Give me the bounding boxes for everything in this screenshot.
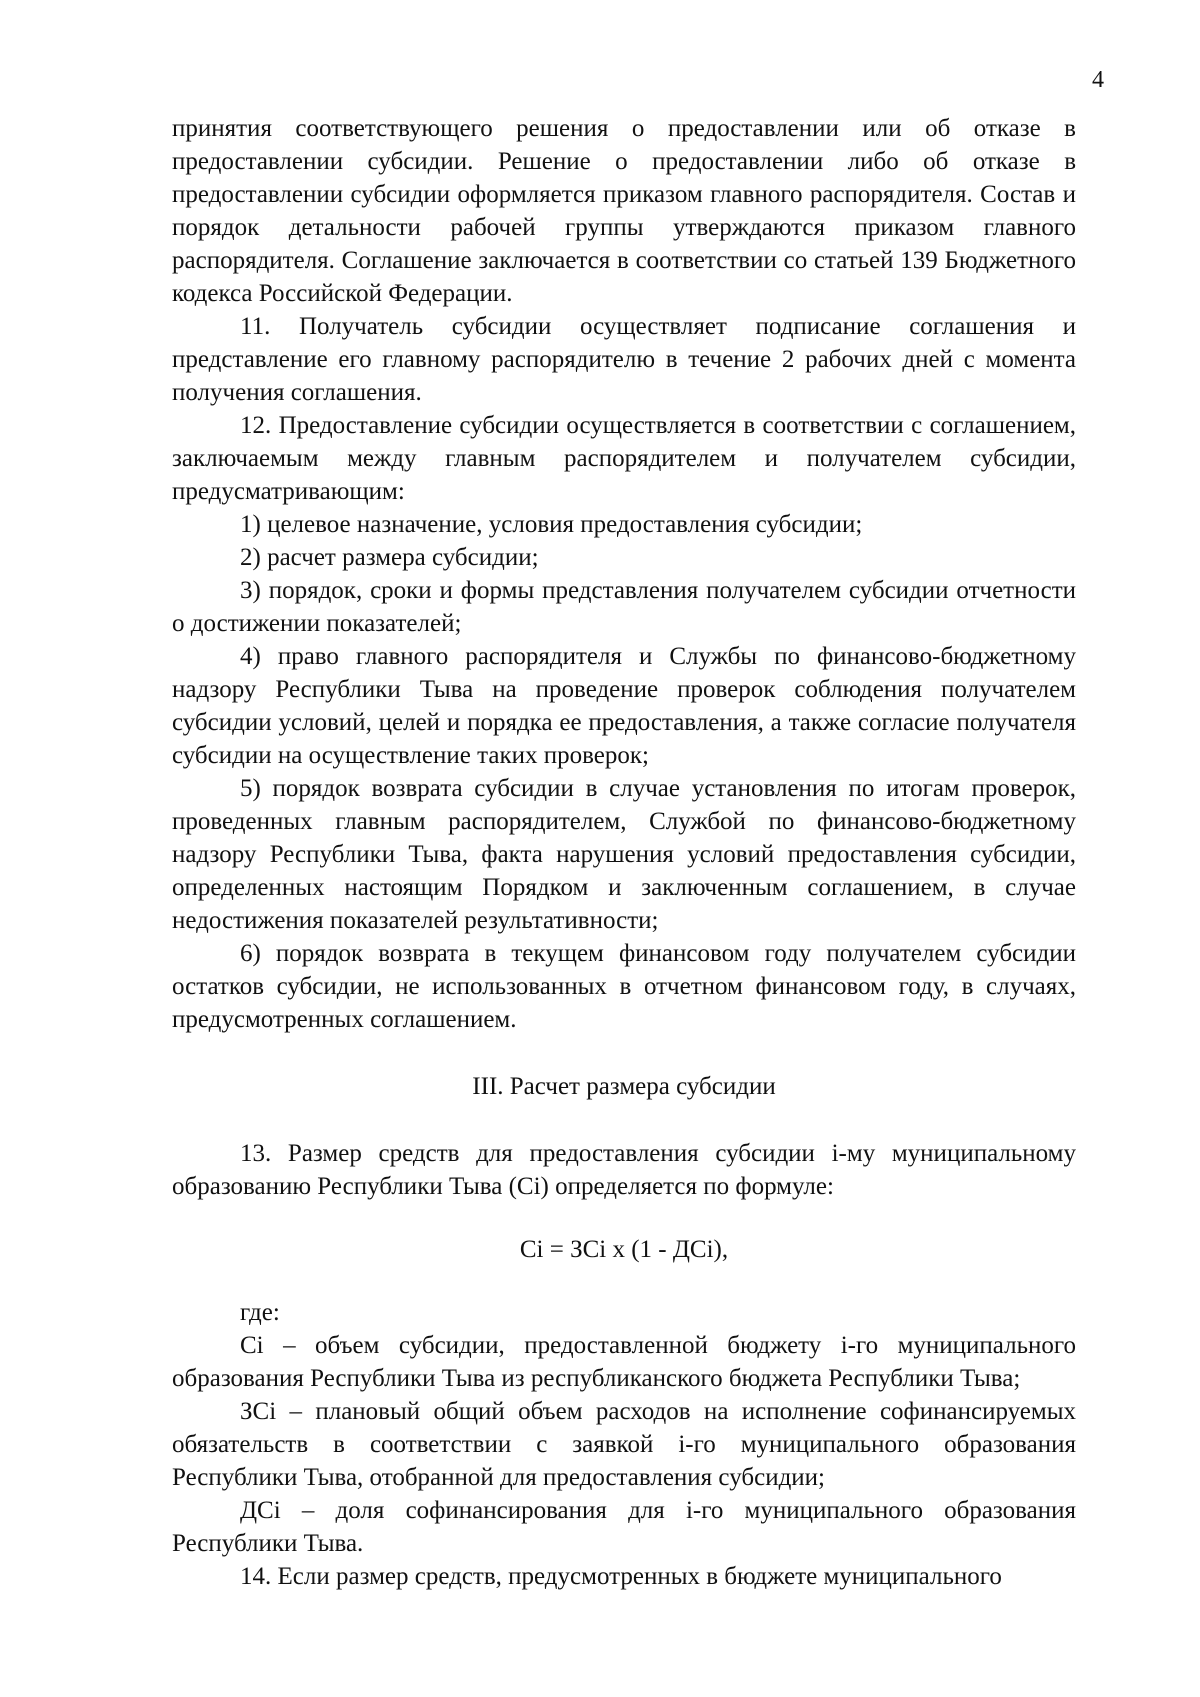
paragraph-12: 12. Предоставление субсидии осуществляется в соответствии с соглашением, заключаемым между главным распорядителем и получателем субсидии, предусматривающим: xyxy=(172,412,1076,505)
list-item-1: 1) целевое назначение, условия предоставления субсидии; xyxy=(240,511,863,538)
list-item-5: 5) порядок возврата субсидии в случае установления по итогам проверок, проведенных главным распорядителем, Службой по финансово-бюджетному надзору Республики Тыва, факта нарушения условий предоставления субсидии, определенных настоящим Порядком и заключенным соглашением, в случае недостижения показателей результативности; xyxy=(172,775,1076,934)
formula: Ci = ЗCi x (1 - ДCi), xyxy=(519,1236,729,1263)
paragraph-14: 14. Если размер средств, предусмотренных в бюджете муниципального xyxy=(240,1563,1002,1590)
section-title: III. Расчет размера субсидии xyxy=(472,1073,776,1100)
paragraph-11: 11. Получатель субсидии осуществляет подписание соглашения и представление его главному распорядителю в течение 2 рабочих дней с момента получения соглашения. xyxy=(172,313,1076,406)
definition-ci: Ci – объем субсидии, предоставленной бюджету i-го муниципального образования Республики Тыва из республиканского бюджета Республики Тыва; xyxy=(172,1332,1076,1392)
document-body xyxy=(172,112,1076,1593)
paragraph-continuation: принятия соответствующего решения о предоставлении или об отказе в предоставлении субсидии. Решение о предоставлении либо об отказе в предоставлении субсидии оформляется приказом главного распорядителя. Состав и порядок детальности рабочей группы утверждаются приказом главного распорядителя. Соглашение заключается в соответствии со статьей 139 Бюджетного кодекса Российской Федерации. xyxy=(172,115,1076,307)
list-item-3: 3) порядок, сроки и формы представления получателем субсидии отчетности о достижении показателей; xyxy=(172,577,1076,637)
page-number: 4 xyxy=(1092,67,1104,93)
definition-zci: ЗCi – плановый общий объем расходов на исполнение софинансируемых обязательств в соответствии с заявкой i-го муниципального образования Республики Тыва, отобранной для предоставления субсидии; xyxy=(172,1398,1076,1491)
list-item-2: 2) расчет размера субсидии; xyxy=(240,544,539,571)
definition-dci: ДCi – доля софинансирования для i-го муниципального образования Республики Тыва. xyxy=(172,1497,1076,1557)
list-item-4: 4) право главного распорядителя и Службы по финансово-бюджетному надзору Республики Тыва на проведение проверок соблюдения получателем субсидии условий, целей и порядка ее предоставления, а также согласие получателя субсидии на осуществление таких проверок; xyxy=(172,643,1076,769)
paragraph-13: 13. Размер средств для предоставления субсидии i-му муниципальному образованию Республики Тыва (Ci) определяется по формуле: xyxy=(172,1140,1076,1200)
list-item-6: 6) порядок возврата в текущем финансовом году получателем субсидии остатков субсидии, не использованных в отчетном финансовом году, в случаях, предусмотренных соглашением. xyxy=(172,940,1076,1033)
where-label: где: xyxy=(240,1299,280,1326)
